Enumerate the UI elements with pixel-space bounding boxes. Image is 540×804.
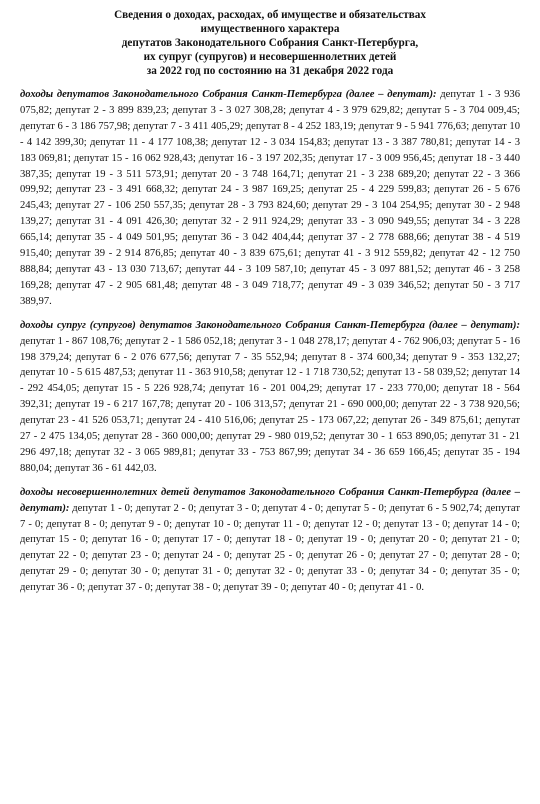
deputies-income-section (20, 87, 520, 310)
deputies-income-text: депутат 1 - 3 936 075,82; депутат 2 - 3 899 839,23; депутат 3 - 3 027 308,28; депутат 4 - 3 979 629,82; депутат 5 - 3 704 009,45; депутат 6 - 3 186 757,98; депутат 7 - 3 411 405,29; депутат 8 - 4 252 183,19; депутат 9 - 5 941 776,63; депутат 10 - 4 142 399,30; депутат 11 - 4 177 108,38; депутат 12 - 3 034 154,83; депутат 13 - 3 387 780,81; депутат 14 - 3 183 069,81; депутат 15 - 16 062 928,43; депутат 16 - 3 197 202,35; депутат 17 - 3 009 956,45; депутат 18 - 3 440 387,35; депутат 19 - 3 511 573,91; депутат 20 - 3 748 164,71; депутат 21 - 3 238 689,20; депутат 22 - 3 366 099,92; депутат 23 - 3 491 668,32; депутат 24 - 3 987 169,25; депутат 25 - 4 229 599,83; депутат 26 - 5 676 245,43; депутат 27 - 106 250 557,35; депутат 28 - 3 793 824,60; депутат 29 - 3 104 254,95; депутат 30 - 2 948 139,27; депутат 31 - 4 091 426,30; депутат 32 - 2 911 924,29; депутат 33 - 3 090 949,55; депутат 34 - 3 228 665,14; депутат 35 - 4 049 501,95; депутат 36 - 3 042 404,44; депутат 37 - 2 778 688,66; депутат 38 - 4 519 915,40; депутат 39 - 2 914 876,85; депутат 40 - 3 839 675,61; депутат 41 - 3 912 559,82; депутат 42 - 12 750 888,84; депутат 43 - 13 030 713,67; депутат 44 - 3 109 587,10; депутат 45 - 3 097 881,52; депутат 46 - 3 258 169,28; депутат 47 - 2 905 681,48; депутат 48 - 3 049 718,77; депутат 49 - 3 039 346,52; депутат 50 - 3 717 389,97. (20, 89, 520, 307)
title-line-1: Сведения о доходах, расходах, об имуществе и обязательствах (114, 9, 426, 21)
children-income-section (20, 485, 520, 596)
children-income-text: депутат 1 - 0; депутат 2 - 0; депутат 3 - 0; депутат 4 - 0; депутат 5 - 0; депутат 6 - 5 902,74; депутат 7 - 0; депутат 8 - 0; депутат 9 - 0; депутат 10 - 0; депутат 11 - 0; депутат 12 - 0; депутат 13 - 0; депутат 14 - 0; депутат 15 - 0; депутат 16 - 0; депутат 17 - 0; депутат 18 - 0; депутат 19 - 0; депутат 20 - 0; депутат 21 - 0; депутат 22 - 0; депутат 23 - 0; депутат 24 - 0; депутат 25 - 0; депутат 26 - 0; депутат 27 - 0; депутат 28 - 0; депутат 29 - 0; депутат 30 - 0; депутат 31 - 0; депутат 32 - 0; депутат 33 - 0; депутат 34 - 0; депутат 35 - 0; депутат 36 - 0; депутат 37 - 0; депутат 38 - 0; депутат 39 - 0; депутат 40 - 0; депутат 41 - 0. (20, 502, 520, 594)
spouses-income-text: депутат 1 - 867 108,76; депутат 2 - 1 586 052,18; депутат 3 - 1 048 278,17; депутат 4 - 762 906,03; депутат 5 - 16 198 379,24; депутат 6 - 2 076 677,56; депутат 7 - 35 552,94; депутат 8 - 374 600,34; депутат 9 - 353 132,27; депутат 10 - 5 615 487,53; депутат 11 - 363 910,58; депутат 12 - 1 718 730,52; депутат 13 - 58 039,52; депутат 14 - 292 454,05; депутат 15 - 5 226 928,74; депутат 16 - 201 004,29; депутат 17 - 233 770,00; депутат 18 - 564 392,31; депутат 19 - 6 217 167,78; депутат 20 - 106 313,57; депутат 21 - 690 000,00; депутат 22 - 3 738 920,56; депутат 23 - 41 526 053,71; депутат 24 - 410 516,06; депутат 25 - 173 067,22; депутат 26 - 349 875,61; депутат 27 - 2 475 134,05; депутат 28 - 360 000,00; депутат 29 - 980 019,52; депутат 30 - 1 653 890,05; депутат 31 - 21 296 497,18; депутат 32 - 3 065 989,81; депутат 33 - 753 867,99; депутат 34 - 36 659 166,45; депутат 35 - 194 880,04; депутат 36 - 61 442,03. (20, 335, 520, 474)
title-line-5: за 2022 год по состоянию на 31 декабря 2022 года (146, 65, 394, 77)
title-line-4: их супруг (супругов) и несовершеннолетних детей (143, 51, 397, 63)
title-line-2: имущественного характера (200, 23, 340, 35)
deputies-income-heading: доходы депутатов Законодательного Собрания Санкт-Петербурга (далее – депутат): (20, 89, 437, 100)
spouses-income-section (20, 318, 520, 477)
children-income-heading: доходы несовершеннолетних детей депутатов Законодательного Собрания Санкт-Петербурга (далее – депутат): (20, 486, 520, 514)
title-line-3: депутатов Законодательного Собрания Санкт-Петербурга, (121, 37, 419, 49)
document-title (20, 8, 520, 78)
spouses-income-heading: доходы супруг (супругов) депутатов Законодательного Собрания Санкт-Петербурга (далее – депутат): (20, 319, 520, 331)
